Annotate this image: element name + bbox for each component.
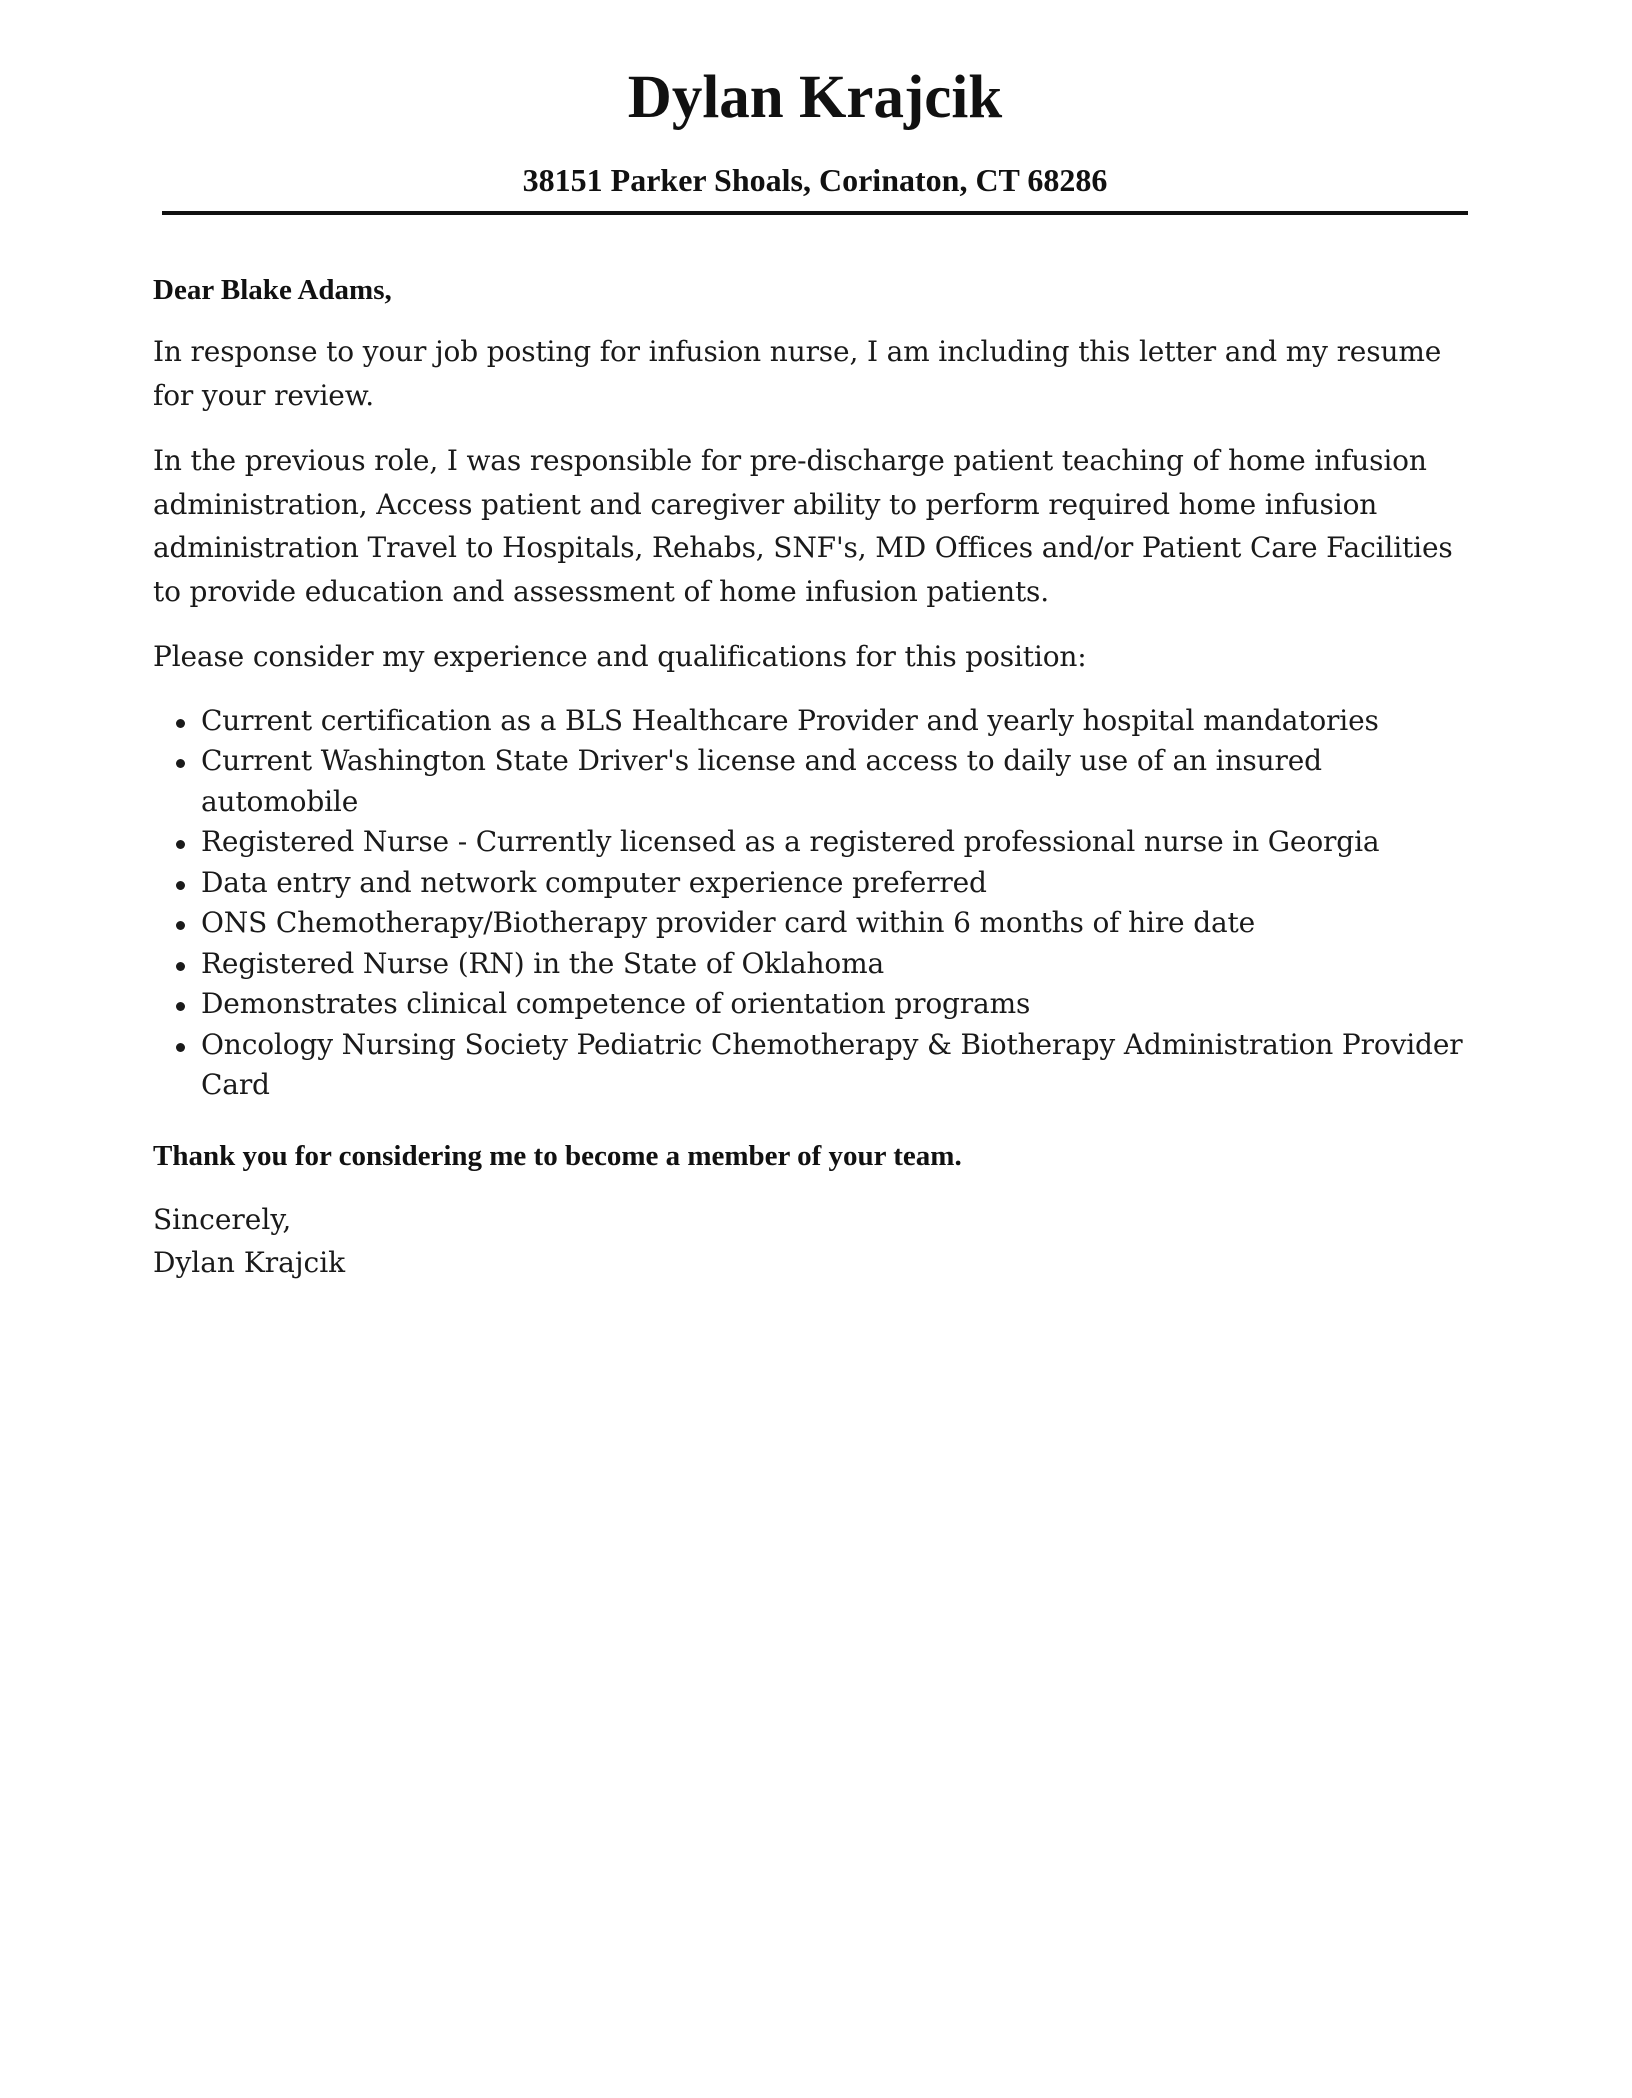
bullet-icon: [176, 1043, 185, 1052]
list-item-text: Demonstrates clinical competence of orientation programs: [201, 987, 1031, 1020]
qualifications-intro: Please consider my experience and qualifications for this position:: [153, 640, 1087, 673]
intro-paragraph: In response to your job posting for infusion nurse, I am including this letter and my resume for your review.: [153, 335, 1442, 412]
bullet-icon: [176, 759, 185, 768]
qualifications-list: [153, 701, 1483, 1106]
salutation: Dear Blake Adams,: [153, 274, 392, 306]
list-item-text: Current certification as a BLS Healthcare Provider and yearly hospital mandatories: [201, 703, 1379, 737]
list-item: [153, 1025, 1483, 1106]
list-item: [153, 984, 1483, 1025]
list-item: [153, 944, 1483, 985]
list-item-text: Current Washington State Driver's license and access to daily use of an insured automobile: [201, 744, 1322, 818]
experience-paragraph: In the previous role, I was responsible for pre-discharge patient teaching of home infusion administration, Access patient and caregiver ability to perform required home infusion administration Travel to Hospitals, Rehabs, SNF's, MD Offices and/or Patient Care Facilities to provide education and assessment of home infusion patients.: [153, 444, 1453, 608]
bullet-icon: [176, 921, 185, 930]
list-item: [153, 741, 1483, 822]
sign-off-block: [153, 1198, 1483, 1284]
letter-header: [162, 58, 1468, 200]
letter-body: [153, 270, 1483, 1284]
list-item-text: Registered Nurse (RN) in the State of Oklahoma: [201, 946, 885, 980]
signature-name: Dylan Krajcik: [153, 1245, 346, 1279]
bullet-icon: [176, 881, 185, 890]
bullet-icon: [176, 1002, 185, 1011]
list-item-text: ONS Chemotherapy/Biotherapy provider card within 6 months of hire date: [201, 906, 1256, 939]
bullet-icon: [176, 840, 185, 849]
sign-off: Sincerely,: [153, 1202, 292, 1236]
bullet-icon: [176, 719, 185, 728]
list-item: [153, 903, 1483, 944]
applicant-address: 38151 Parker Shoals, Corinaton, CT 68286: [522, 162, 1108, 198]
list-item: [153, 863, 1483, 904]
applicant-name: Dylan Krajcik: [627, 64, 1003, 131]
list-item-text: Oncology Nursing Society Pediatric Chemotherapy & Biotherapy Administration Provider Card: [201, 1027, 1463, 1101]
list-item: [153, 822, 1483, 863]
list-item-text: Registered Nurse - Currently licensed as a registered professional nurse in Georgia: [201, 825, 1380, 858]
closing-statement: Thank you for considering me to become a member of your team.: [153, 1139, 962, 1172]
header-divider: [162, 211, 1468, 215]
list-item-text: Data entry and network computer experience preferred: [201, 865, 987, 899]
list-item: [153, 701, 1483, 742]
bullet-icon: [176, 962, 185, 971]
